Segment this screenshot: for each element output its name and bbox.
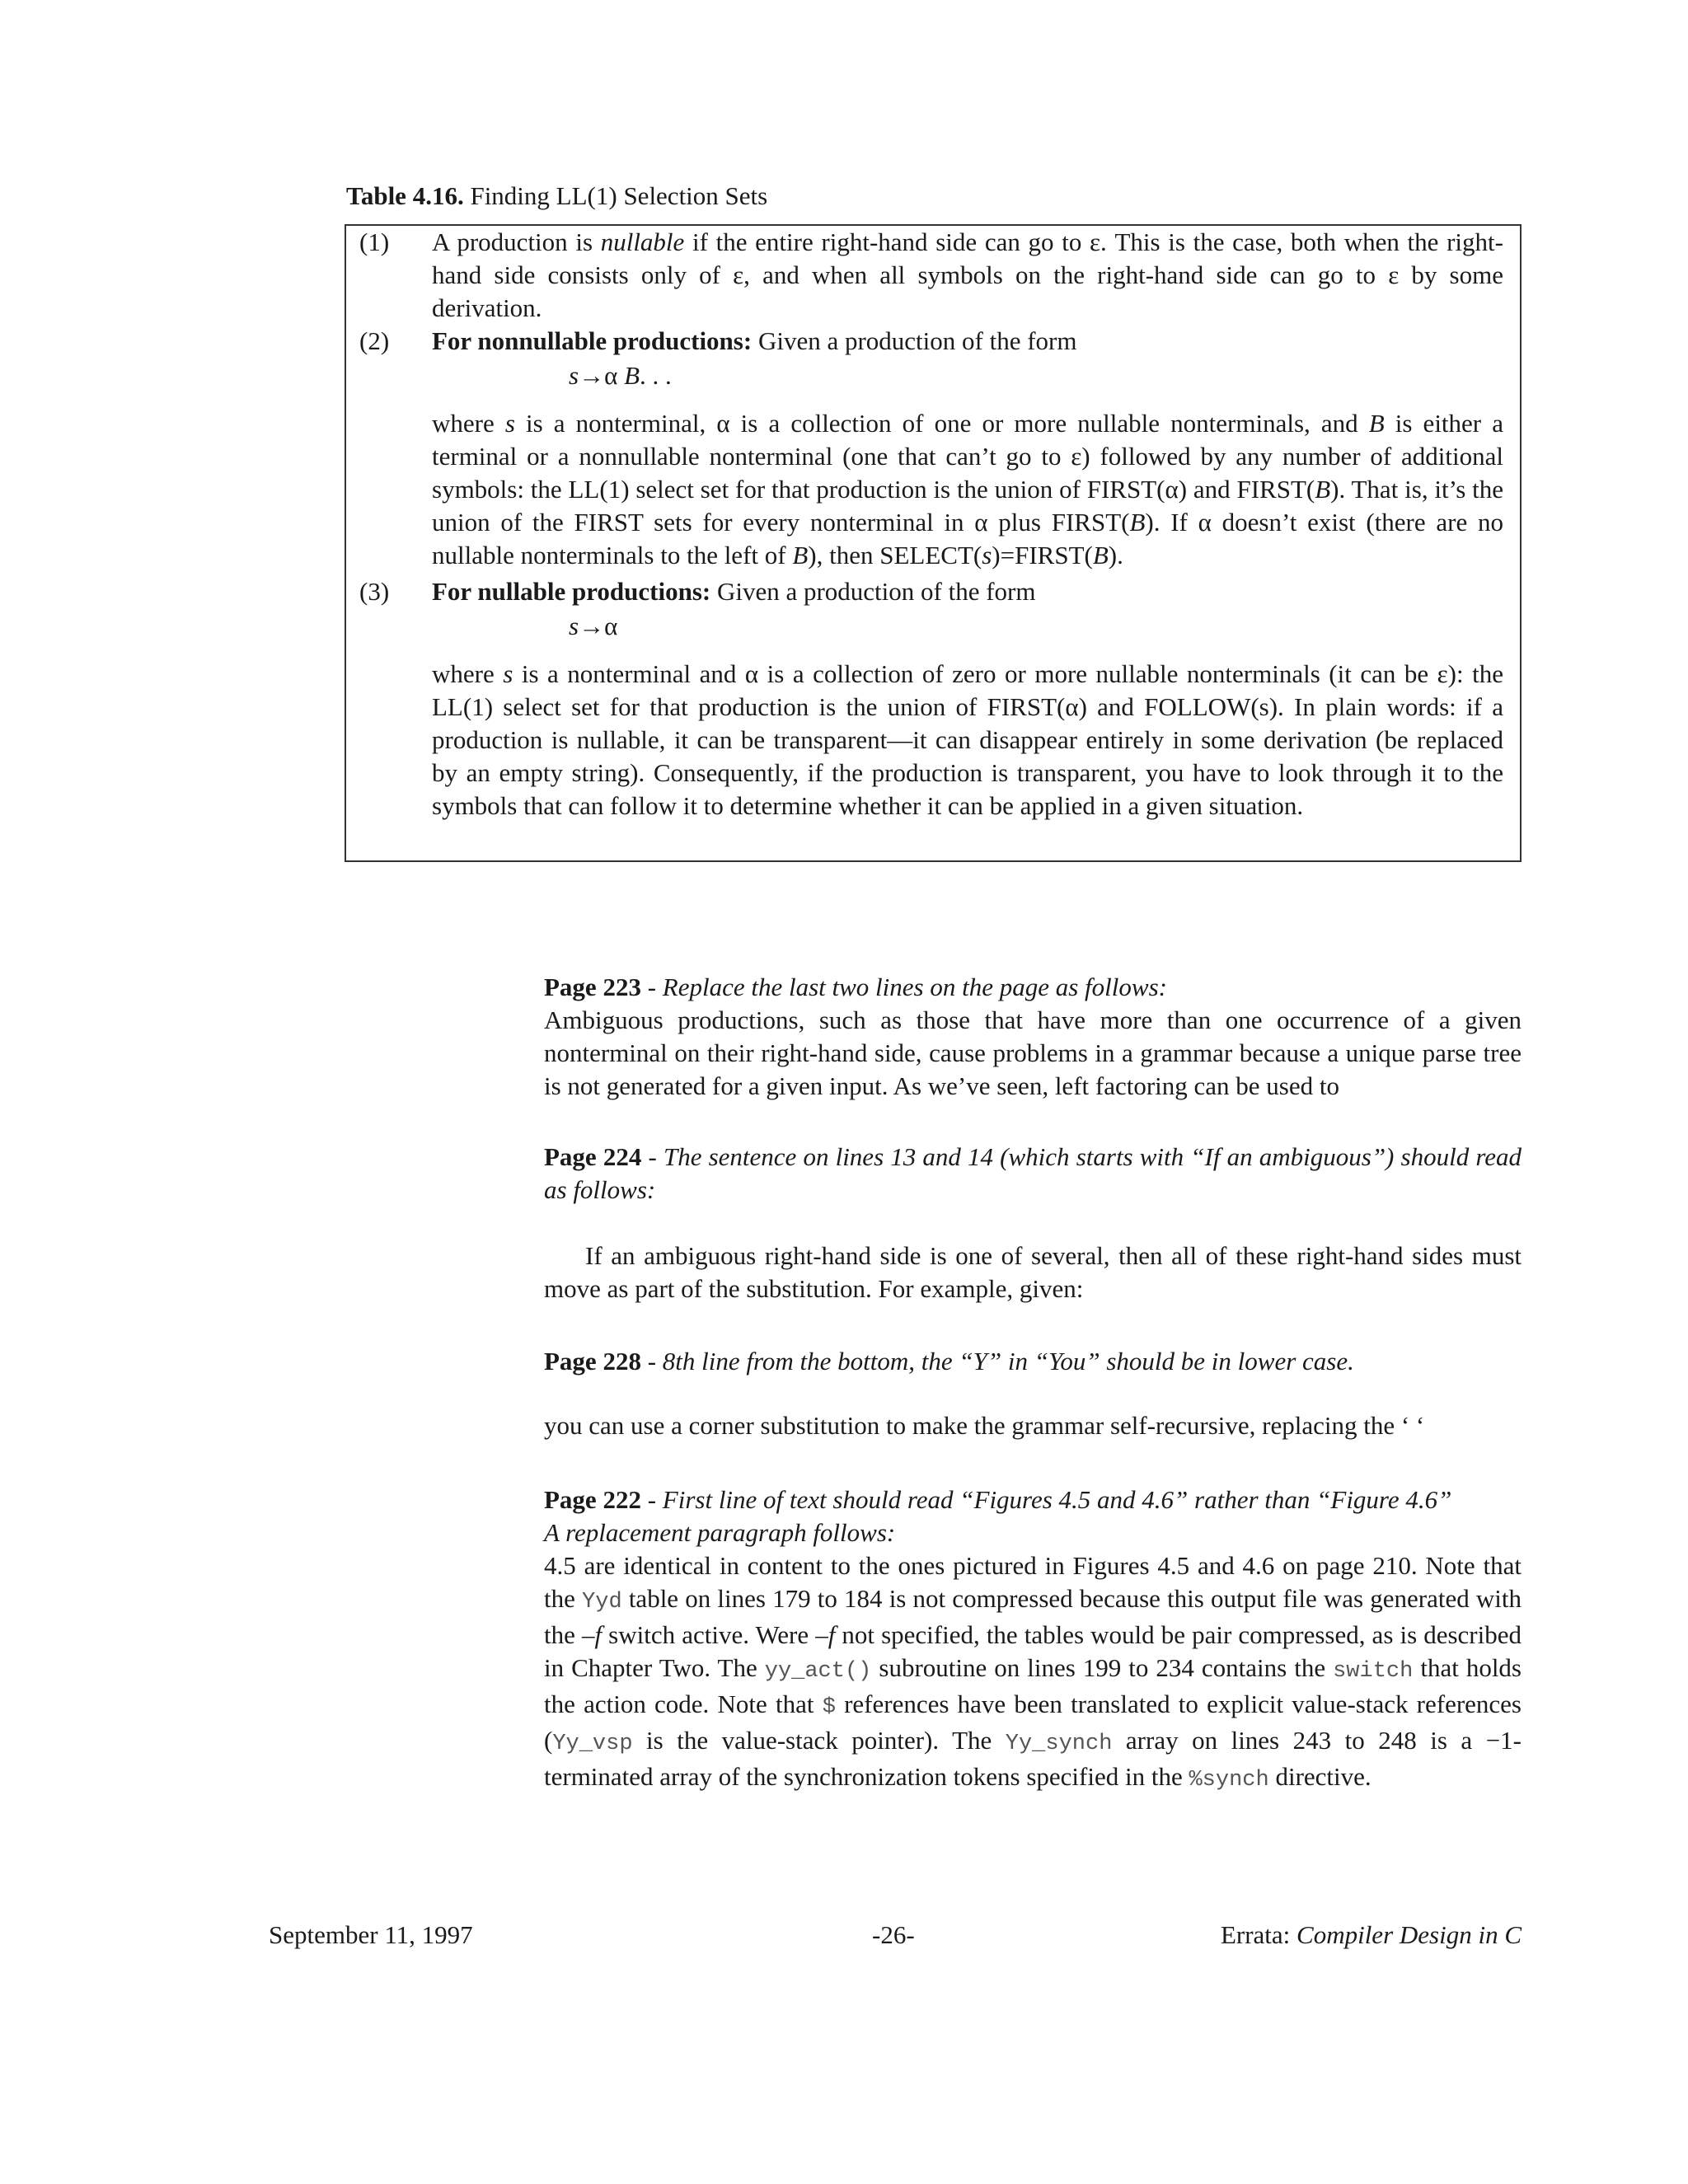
- item-3-heading: For nullable productions:: [432, 577, 711, 606]
- erratum-separator: -: [640, 1347, 663, 1376]
- item-3-text: [432, 658, 1503, 823]
- erratum-page-223: [544, 971, 1522, 1103]
- item-2-p1: where: [432, 409, 505, 438]
- item-2-heading: For nonnullable productions:: [432, 326, 753, 355]
- erratum-separator: -: [641, 1142, 663, 1171]
- table-caption: [346, 180, 767, 213]
- erratum-separator: -: [640, 972, 663, 1001]
- erratum-instruction: The sentence on lines 13 and 14 (which starts with “If an ambiguous”) should read as follows:: [544, 1142, 1522, 1204]
- item-1-number: (1): [359, 227, 390, 256]
- footer-title: [1221, 1919, 1522, 1952]
- item-1-text-a: A production is: [432, 227, 601, 256]
- item-3-lead: Given a production of the form: [710, 577, 1036, 606]
- item-2-formula: [569, 359, 672, 392]
- item-2-number: (2): [359, 326, 390, 355]
- item-2-p10: B: [792, 541, 809, 569]
- erratum-page-ref: Page 228: [544, 1347, 641, 1376]
- switch-f: –f: [815, 1620, 836, 1649]
- erratum-instruction-2: A replacement paragraph follows:: [544, 1518, 896, 1547]
- formula-arrow: →α: [579, 361, 625, 390]
- table-caption-label: Table 4.16.: [346, 181, 464, 210]
- code-yy-act: yy_act(): [764, 1659, 872, 1684]
- item-2-p8: B: [1129, 508, 1146, 537]
- erratum-page-222: [544, 1483, 1522, 1797]
- erratum-instruction: 8th line from the bottom, the “Y” in “You” should be in lower case.: [662, 1347, 1354, 1376]
- item-2-text: [432, 407, 1503, 572]
- item-2-p12: s: [982, 541, 992, 569]
- erratum-page-228: [544, 1345, 1522, 1378]
- erratum-page-224-body: If an ambiguous right-hand side is one of several, then all of these right-hand sides must move as part of the substitution. For example, given:: [544, 1241, 1522, 1303]
- body-part: directive.: [1268, 1762, 1372, 1791]
- code-yy-vsp: Yy_vsp: [552, 1732, 633, 1756]
- erratum-body: Ambiguous productions, such as those that have more than one occurrence of a given nonterminal on their right-hand side, cause problems in a grammar because a unique parse tree is not generated for a given input. As we’ve seen, left factoring can be used to: [544, 1005, 1522, 1100]
- code-yyd: Yyd: [582, 1590, 622, 1615]
- code-dollar: $: [822, 1695, 836, 1720]
- item-3-formula: [569, 610, 617, 643]
- switch-f: –f: [581, 1620, 603, 1649]
- body-part: array on lines 243 to 248 is a −1-terminated array of the synchronization tokens specified in the: [544, 1726, 1522, 1791]
- item-3-p2: s: [503, 659, 513, 688]
- item-3-p3: is a nonterminal and α is a collection of zero or more nullable nonterminals (it can be ε): the LL(1) select set for that production is the union of FIRST(α) and FOLLOW(s). In plain words: if a production is nullable, it can be transparent—it can disappear entirely in some derivation (be replaced by an empty string). Consequently, if the production is transparent, you have to look through it to the symbols that can follow it to determine whether it can be applied in a given situation.: [432, 659, 1503, 820]
- item-2-p13: )=FIRST(: [992, 541, 1093, 569]
- erratum-instruction: Replace the last two lines on the page as follows:: [662, 972, 1167, 1001]
- selection-sets-table: [345, 224, 1522, 862]
- item-2-p4: B: [1368, 409, 1385, 438]
- body-part: switch active. Were: [602, 1620, 816, 1649]
- formula-b: B: [624, 361, 640, 390]
- item-2-heading-line: [432, 325, 1503, 358]
- code-switch: switch: [1333, 1659, 1414, 1684]
- item-3-heading-line: [432, 575, 1503, 608]
- erratum-page-222-body: [544, 1549, 1522, 1797]
- erratum-page-ref: Page 222: [544, 1485, 641, 1514]
- footer-errata-label: Errata:: [1220, 1920, 1297, 1949]
- footer-page-number: -26-: [872, 1920, 915, 1949]
- item-2-p7: ). That is, it’s the union of the FIRST sets for every nonterminal in α plus FIRST(: [432, 475, 1503, 537]
- footer-date: September 11, 1997: [269, 1920, 473, 1949]
- formula-arrow: →α: [579, 612, 618, 640]
- item-2-p3: is a nonterminal, α is a collection of one or more nullable nonterminals, and: [514, 409, 1369, 438]
- erratum-page-ref: Page 224: [544, 1142, 642, 1171]
- item-2-p14: B: [1092, 541, 1109, 569]
- body-part: not specified, the tables would be pair compressed, as is described in Chapter Two. The: [544, 1620, 1522, 1682]
- item-2-p2: s: [504, 409, 515, 438]
- body-part: 4.5 are identical in content to the ones pictured in Figures 4.5 and 4.6 on page 210. Note that the: [544, 1551, 1522, 1613]
- item-3-number: (3): [359, 577, 390, 606]
- table-caption-text: Finding LL(1) Selection Sets: [463, 181, 768, 210]
- item-1-text: [432, 226, 1503, 325]
- item-2-p6: B: [1315, 475, 1331, 504]
- code-yy-synch: Yy_synch: [1005, 1732, 1113, 1756]
- erratum-page-ref: Page 223: [544, 972, 641, 1001]
- body-part: subroutine on lines 199 to 234 contains the: [871, 1653, 1334, 1682]
- code-synch-directive: %synch: [1189, 1768, 1269, 1793]
- item-2-p15: ).: [1108, 541, 1123, 569]
- body-part: is the value-stack pointer). The: [632, 1726, 1006, 1755]
- item-2-lead: Given a production of the form: [752, 326, 1077, 355]
- body-part: table on lines 179 to 184 is not compressed because this output file was generated with the: [544, 1584, 1522, 1649]
- erratum-separator: -: [640, 1485, 663, 1514]
- body-part: references have been translated to explicit value-stack references (: [544, 1690, 1522, 1755]
- item-2-p5: is either a terminal or a nonnullable nonterminal (one that can’t go to ε) followed by any number of additional symbols: the LL(1) select set for that production is the union of FIRST(α) and FIRST(: [432, 409, 1503, 504]
- item-2-p9: ). If α doesn’t exist (there are no nullable nonterminals to the left of: [432, 508, 1503, 569]
- formula-ellipsis: . . .: [640, 361, 672, 390]
- nullable-term: nullable: [600, 227, 685, 256]
- erratum-instruction: First line of text should read “Figures 4.5 and 4.6” rather than “Figure 4.6”: [662, 1485, 1452, 1514]
- item-1-text-b: if the entire right-hand side can go to ε. This is the case, both when the right-hand side consists only of ε, and when all symbols on the right-hand side can go to ε by some derivation.: [432, 227, 1503, 322]
- erratum-page-224: [544, 1141, 1522, 1207]
- formula-s: s: [569, 612, 579, 640]
- item-3-p1: where: [432, 659, 504, 688]
- item-2-p11: ), then SELECT(: [808, 541, 982, 569]
- body-part: that holds the action code. Note that: [544, 1653, 1522, 1718]
- footer-book-title: Compiler Design in C: [1296, 1920, 1522, 1949]
- formula-s: s: [569, 361, 579, 390]
- erratum-page-228-body: you can use a corner substitution to make the grammar self-recursive, replacing the ‘ ‘: [544, 1411, 1425, 1440]
